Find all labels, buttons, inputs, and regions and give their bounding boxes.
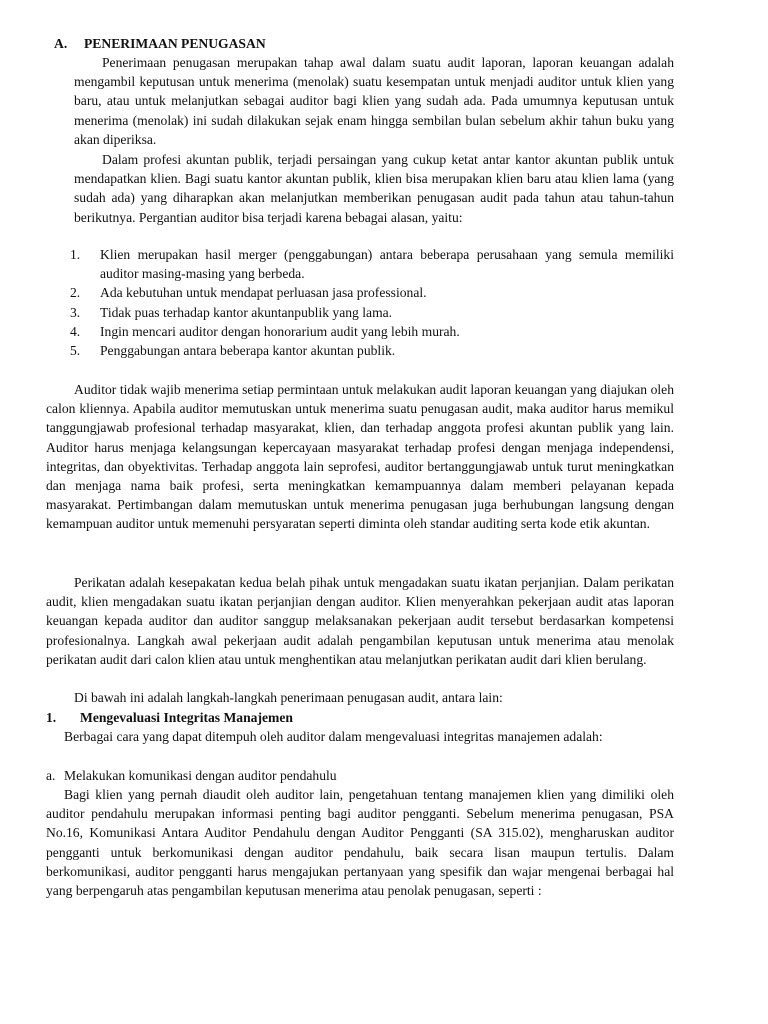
body-paragraph-1: Auditor tidak wajib menerima setiap permintaan untuk melakukan audit laporan keuangan yang diajukan oleh calon kliennya. Apabila auditor memutuskan untuk menerima suatu penugasan audit, maka auditor harus memikul tanggungjawab profesional terhadap masyarakat, klien, dan terhadap anggota profesi akuntan publik yang lain. Auditor harus menjaga kelangsungan kepercayaan masyarakat terhadap profesi dengan menjaga independensi, integritas, dan obyektivitas. Terhadap anggota lain seprofesi, auditor bertanggungjawab untuk turut meningkatkan dan menjaga nama baik profesi, serta meningkatkan kemampuannya dalam memberi pelayanan kepada masyarakat. Pertimbangan dalam memutuskan untuk menerima penugasan juga berhubungan langsung dengan kemampuan auditor untuk memenuhi persyaratan seperti diminta oleh standar auditing serta kode etik akuntan. — [46, 382, 674, 532]
step-intro: Berbagai cara yang dapat ditempuh oleh auditor dalam mengevaluasi integritas manajemen adalah: — [64, 729, 603, 744]
step-heading — [46, 708, 293, 727]
body-paragraph-3: Di bawah ini adalah langkah-langkah penerimaan penugasan audit, antara lain: — [74, 690, 503, 705]
list-item: 2. Ada kebutuhan untuk mendapat perluasan jasa professional. — [70, 285, 427, 301]
sub-letter: a. — [46, 768, 56, 783]
intro-paragraph-2: Dalam profesi akuntan publik, terjadi persaingan yang cukup ketat antar kantor akuntan publik untuk mendapatkan klien. Bagi suatu kantor akuntan publik, klien bisa merupakan klien baru atau klien lama (yang sudah ada) yang diharapkan akan melanjutkan memberikan penugasan audit pada tahun atau tahun-tahun berikutnya. Pergantian auditor bisa terjadi karena bebagai alasan, yaitu: — [74, 152, 674, 225]
body-paragraph-2: Perikatan adalah kesepakatan kedua belah pihak untuk mengadakan suatu ikatan perjanjian. Dalam perikatan audit, klien mengadakan suatu ikatan perjanjian dengan auditor. Klien menyerahkan pekerjaan audit atas laporan keuangan kepada auditor dan auditor sanggup melaksanakan pekerjaan audit tersebut berdasarkan kompetensi profesionalnya. Langkah awal pekerjaan audit adalah pengambilan keputusan untuk menerima atau menolak perikatan audit dari calon klien atau untuk menghentikan atau melanjutkan perikatan audit dari klien berulang. — [46, 575, 674, 667]
sub-heading-a — [46, 766, 337, 785]
step-title: Mengevaluasi Integritas Manajemen — [80, 710, 293, 725]
step-number: 1. — [46, 710, 57, 725]
sub-title: Melakukan komunikasi dengan auditor pendahulu — [64, 768, 337, 783]
section-title: PENERIMAAN PENUGASAN — [84, 36, 266, 51]
section-number: A. — [54, 36, 68, 51]
sub-a-paragraph: Bagi klien yang pernah diaudit oleh auditor lain, pengetahuan tentang manajemen klien yang dimiliki oleh auditor pendahulu merupakan informasi penting bagi auditor pengganti. Sebelum menerima penugasan, PSA No.16, Komunikasi Antara Auditor Pendahulu dengan Auditor Pengganti (SA 315.02), mengharuskan auditor pengganti untuk berkomunikasi dengan auditor pendahulu, baik secara lisan maupun tertulis. Dalam berkomunikasi, auditor pengganti harus mengajukan pertanyaan yang spesifik dan wajar mengenai berbagai hal yang berpengaruh atas pengambilan keputusan menerima atau penolak penugasan, seperti : — [46, 787, 674, 899]
list-item: 3. Tidak puas terhadap kantor akuntanpublik yang lama. — [70, 304, 393, 320]
reasons-list — [70, 245, 674, 360]
list-item: 5. Penggabungan antara beberapa kantor akuntan publik. — [70, 343, 396, 359]
section-heading — [54, 34, 266, 53]
list-item: 4. Ingin mencari auditor dengan honorarium audit yang lebih murah. — [70, 323, 460, 339]
list-item: 1. Klien merupakan hasil merger (penggabungan) antara beberapa perusahaan yang semula memiliki auditor masing-masing yang berbeda. — [70, 247, 674, 282]
intro-paragraph-1: Penerimaan penugasan merupakan tahap awal dalam suatu audit laporan, laporan keuangan adalah mengambil keputusan untuk menerima (menolak) suatu kesempatan untuk menjadi auditor untuk klien yang baru, atau untuk melanjutkan sebagai auditor bagi klien yang sudah ada. Pada umumnya keputusan untuk menerima (menolak) ini sudah dilakukan sejak enam hingga sembilan bulan sebelum akhir tahun buku yang akan diperiksa. — [74, 55, 674, 147]
